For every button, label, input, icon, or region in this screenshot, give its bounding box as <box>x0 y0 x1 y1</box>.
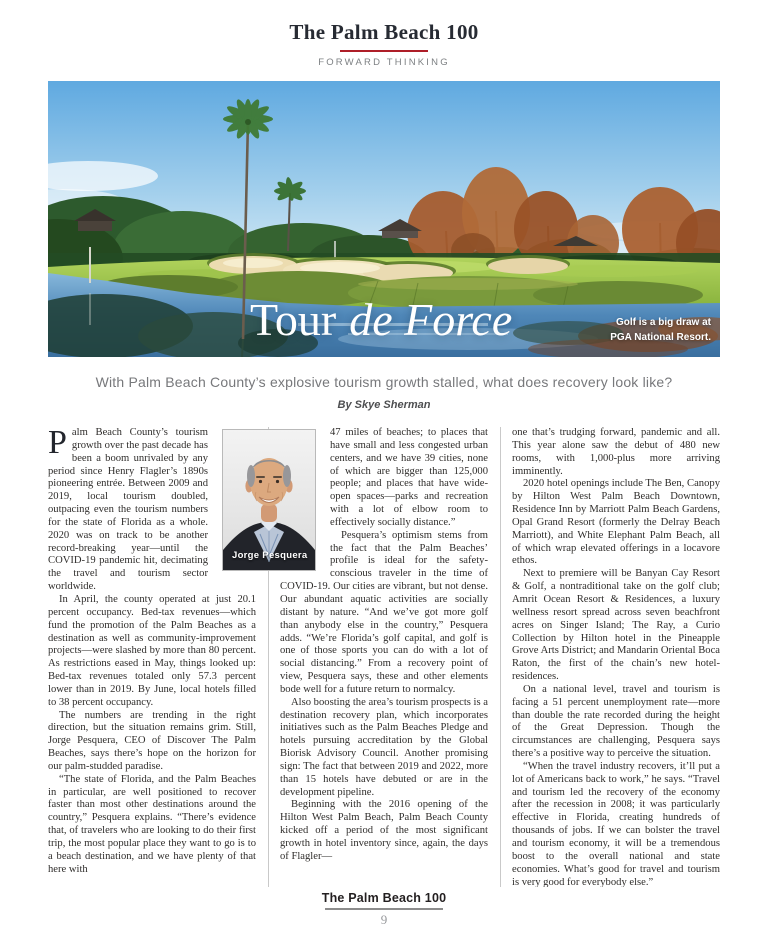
paragraph: The numbers are trending in the right direction, but the situation remains grim. Still, Jorge Pesquera, CEO of Discover The Palm Beaches, says there’s hope on the horizon for our palm-studded paradise. <box>48 709 256 772</box>
paragraph-text: alm Beach County’s tourism growth over the past decade has been a boom unrivaled by any period since Henry Flagler’s 1890s pioneering entrée. Between 2009 and 2019, local tourism doubled, outpacing even the tourism numbers for the state of Florida as a whole. 2020 was on track to be another record-breaking year—until the COVID-19 pandemic hit, decimating the travel and tourism sector worldwide. <box>48 427 208 593</box>
hero-photo-credit <box>610 316 711 345</box>
masthead <box>48 20 720 68</box>
page-footer <box>48 891 720 928</box>
inset-portrait <box>222 429 316 571</box>
hero-photo <box>48 81 720 357</box>
paragraph: 2020 hotel openings include The Ben, Canopy by Hilton West Palm Beach Downtown, Residence Inn by Marriott Palm Beach Gardens, Opal Grand Resort (formerly the Delray Beach Marriott), and White Elephant Palm Beach, all of which wrap elevated offerings in a locavore ethos. <box>512 478 720 567</box>
byline: By Skye Sherman <box>337 399 431 411</box>
paragraph: Pesquera’s optimism stems from the fact that the Palm Beaches’ profile is ideal for the safety-conscious traveler in the time of COVID-19. Our cities are vibrant, but not dense. Our abundant aquatic activities are socially distant by nature. “And we’ve got more golf than anybody else in the country,” Pesquera adds. “We’re Florida’s golf capital, and golf is one of those sports you can do with a lot of social distancing.” From a recovery point of view, Pesquera says, these and other elements bode well for a future return to normalcy. <box>280 529 488 695</box>
masthead-red-rule <box>340 50 428 52</box>
footer-rule <box>325 908 443 910</box>
paragraph: Beginning with the 2016 opening of the Hilton West Palm Beach, Palm Beach County kicked off a period of the most significant growth in hotel inventory since, again, the days of Flagler— <box>280 799 488 862</box>
hero-title-roman: Tour <box>250 294 337 345</box>
footer-title: The Palm Beach 100 <box>321 891 447 905</box>
column-2 <box>232 427 488 887</box>
paragraph: 47 miles of beaches; to places that have small and less congested urban centers, and we have 39 cities, none of which are bigger than 125,000 people; and places that have wide-open spaces—parks and recreation with a lot of elbow room to effectively socially distance.” <box>330 427 488 528</box>
masthead-title: The Palm Beach 100 <box>289 20 479 44</box>
drop-cap: P <box>48 427 67 461</box>
deck: With Palm Beach County’s explosive tourism growth stalled, what does recovery look like? <box>95 374 673 390</box>
paragraph: Next to premiere will be Banyan Cay Resort & Golf, a nontraditional take on the golf club; Amrit Ocean Resort & Residences, a luxury wellness resort spread across seven beachfront acres on Singer Island; The Ray, a Curio Collection by Hilton hotel in the Pineapple Grove Arts District; and Mandarin Oriental Boca Raton, the first of the chain’s new hotel-residences. <box>512 568 720 683</box>
paragraph: “When the travel industry recovers, it’ll put a lot of Americans back to work,” he says. “Travel and tourism led the recovery of the economy after the recession in 2008; it was particularly effective in Florida, creating hundreds of thousands of jobs. If we can bolster the travel and tourism economy, it will be a tremendous boost to the overall national and state economies. What’s good for travel and tourism is very good for everybody else.” <box>512 760 720 887</box>
jorge-pesquera-photo <box>223 430 315 570</box>
hero-credit-line1: Golf is a big draw at <box>615 317 711 328</box>
paragraph: In April, the county operated at just 20.1 percent occupancy. Bed-tax revenues—which fund the promotion of the Palm Beaches as a destination as well as community-improvement projects—were slashed by more than 80 percent. As restrictions eased in May, things looked up: Bed-tax revenues totaled only 57.3 percent lower than in 2019. By June, local hotels filled to 38 percent occupancy. <box>48 593 256 708</box>
hero-credit-line2: PGA National Resort. <box>610 331 711 343</box>
inset-photo-caption: Jorge Pesquera <box>232 550 308 562</box>
masthead-tagline: FORWARD THINKING <box>318 57 450 68</box>
column-3 <box>500 427 720 887</box>
article-body <box>48 427 720 887</box>
paragraph: “The state of Florida, and the Palm Beaches in particular, are well positioned to recover faster than most other destinations around the country,” Pesquera explains. “There’s evidence that, of travelers who are looking to do their first trip, the most popular place they want to go is to a beach destination, and we have plenty of that here with <box>48 773 256 875</box>
page-number: 9 <box>380 912 388 927</box>
hero-title-italic: de Force <box>349 294 513 345</box>
hero-title <box>250 294 513 345</box>
paragraph: one that’s trudging forward, pandemic and all. This year alone saw the debut of 480 new rooms, with 1,000-plus more arriving imminently. <box>512 427 720 477</box>
paragraph: On a national level, travel and tourism is facing a 51 percent unemployment rate—more than double the rate recorded during the height of the Great Depression. Though the circumstances are challenging, Pesquera says there’s a positive way to perceive the situation. <box>512 683 720 760</box>
paragraph: Also boosting the area’s tourism prospects is a destination recovery plan, which incorporates initiatives such as the Palm Beaches Pledge and hotels pursuing accreditation by the Global Biorisk Advisory Council. Another promising sign: The fact that between 2019 and 2022, more than 15 hotels have debuted or are in the development pipeline. <box>280 696 488 798</box>
